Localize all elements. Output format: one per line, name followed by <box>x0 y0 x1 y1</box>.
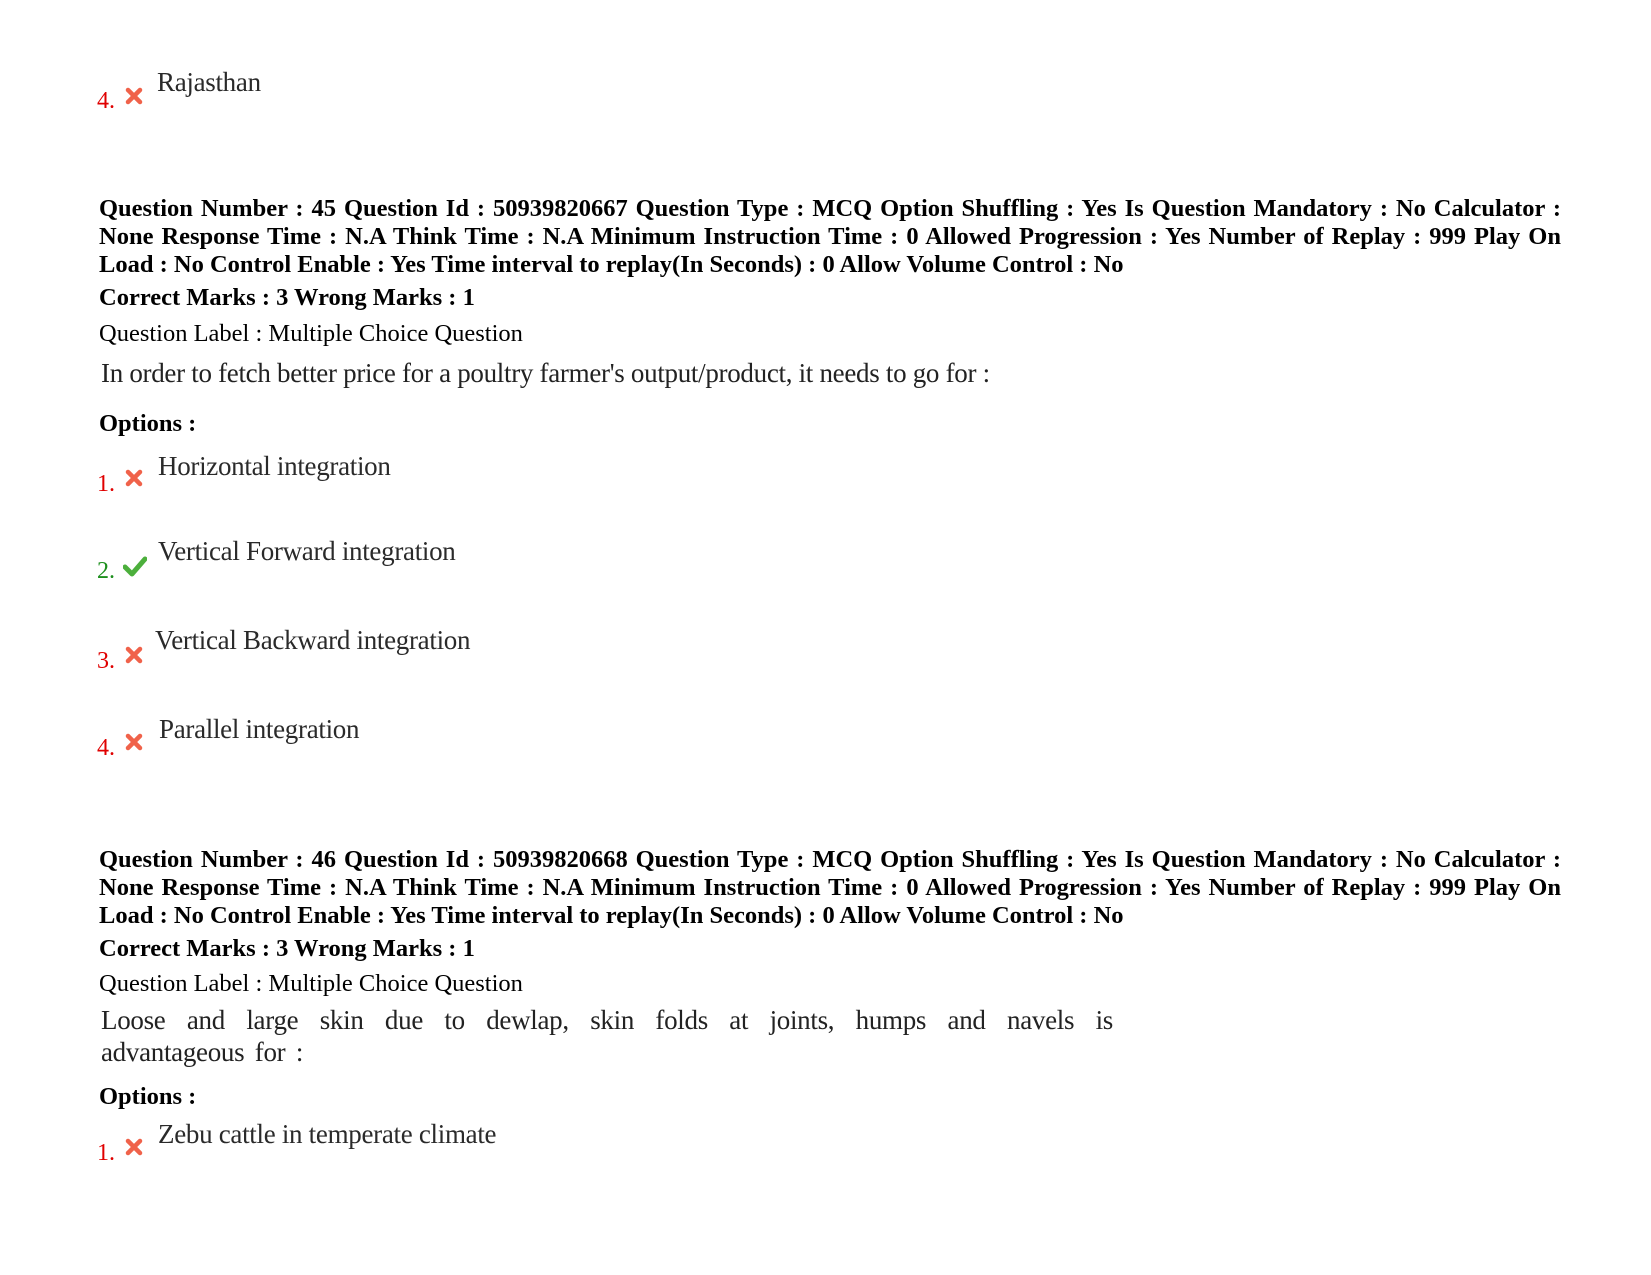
question-text: In order to fetch better price for a poultry farmer's output/product, it needs to go for : <box>101 358 990 388</box>
option-number: 1. <box>97 1140 115 1166</box>
question-marks: Correct Marks : 3 Wrong Marks : 1 <box>99 284 475 311</box>
cross-icon <box>124 468 144 488</box>
option-text: Rajasthan <box>157 67 261 97</box>
question-marks: Correct Marks : 3 Wrong Marks : 1 <box>99 935 475 962</box>
option-row <box>97 535 517 585</box>
option-number: 3. <box>97 648 115 674</box>
option-row <box>97 712 477 762</box>
option-text: Horizontal integration <box>158 451 391 481</box>
question-text: Loose and large skin due to dewlap, skin folds at joints, humps and navels is advantageous for : <box>101 1005 1113 1067</box>
option-text: Vertical Forward integration <box>158 536 456 566</box>
option-row <box>97 624 557 674</box>
question-label: Question Label : Multiple Choice Question <box>99 970 523 997</box>
option-number: 1. <box>97 471 115 497</box>
options-heading: Options : <box>99 410 197 437</box>
check-icon <box>123 555 147 577</box>
option-row <box>97 448 517 498</box>
cross-icon <box>124 1137 144 1157</box>
question-metadata: Question Number : 45 Question Id : 50939820667 Question Type : MCQ Option Shuffling : Yes Is Question Mandatory : No Calculator : None Response Time : N.A Think Time : N.A Minimum Instruction Time : 0 Allowed Progression : Yes Number of Replay : 999 Play On Load : No Control Enable : Yes Time interval to replay(In Seconds) : 0 Allow Volume Control : No <box>99 195 1561 278</box>
cross-icon <box>124 732 144 752</box>
option-text: Zebu cattle in temperate climate <box>158 1119 497 1149</box>
cross-icon <box>124 645 144 665</box>
question-metadata: Question Number : 46 Question Id : 50939820668 Question Type : MCQ Option Shuffling : Yes Is Question Mandatory : No Calculator : None Response Time : N.A Think Time : N.A Minimum Instruction Time : 0 Allowed Progression : Yes Number of Replay : 999 Play On Load : No Control Enable : Yes Time interval to replay(In Seconds) : 0 Allow Volume Control : No <box>99 846 1561 929</box>
option-text: Parallel integration <box>159 714 360 744</box>
option-row <box>97 66 417 116</box>
option-number: 4. <box>97 88 115 114</box>
cross-icon <box>124 86 144 106</box>
question-label: Question Label : Multiple Choice Question <box>99 320 523 347</box>
option-row <box>97 1117 557 1167</box>
option-text: Vertical Backward integration <box>155 625 471 655</box>
option-number: 2. <box>97 558 115 584</box>
options-heading: Options : <box>99 1083 197 1110</box>
option-number: 4. <box>97 735 115 761</box>
